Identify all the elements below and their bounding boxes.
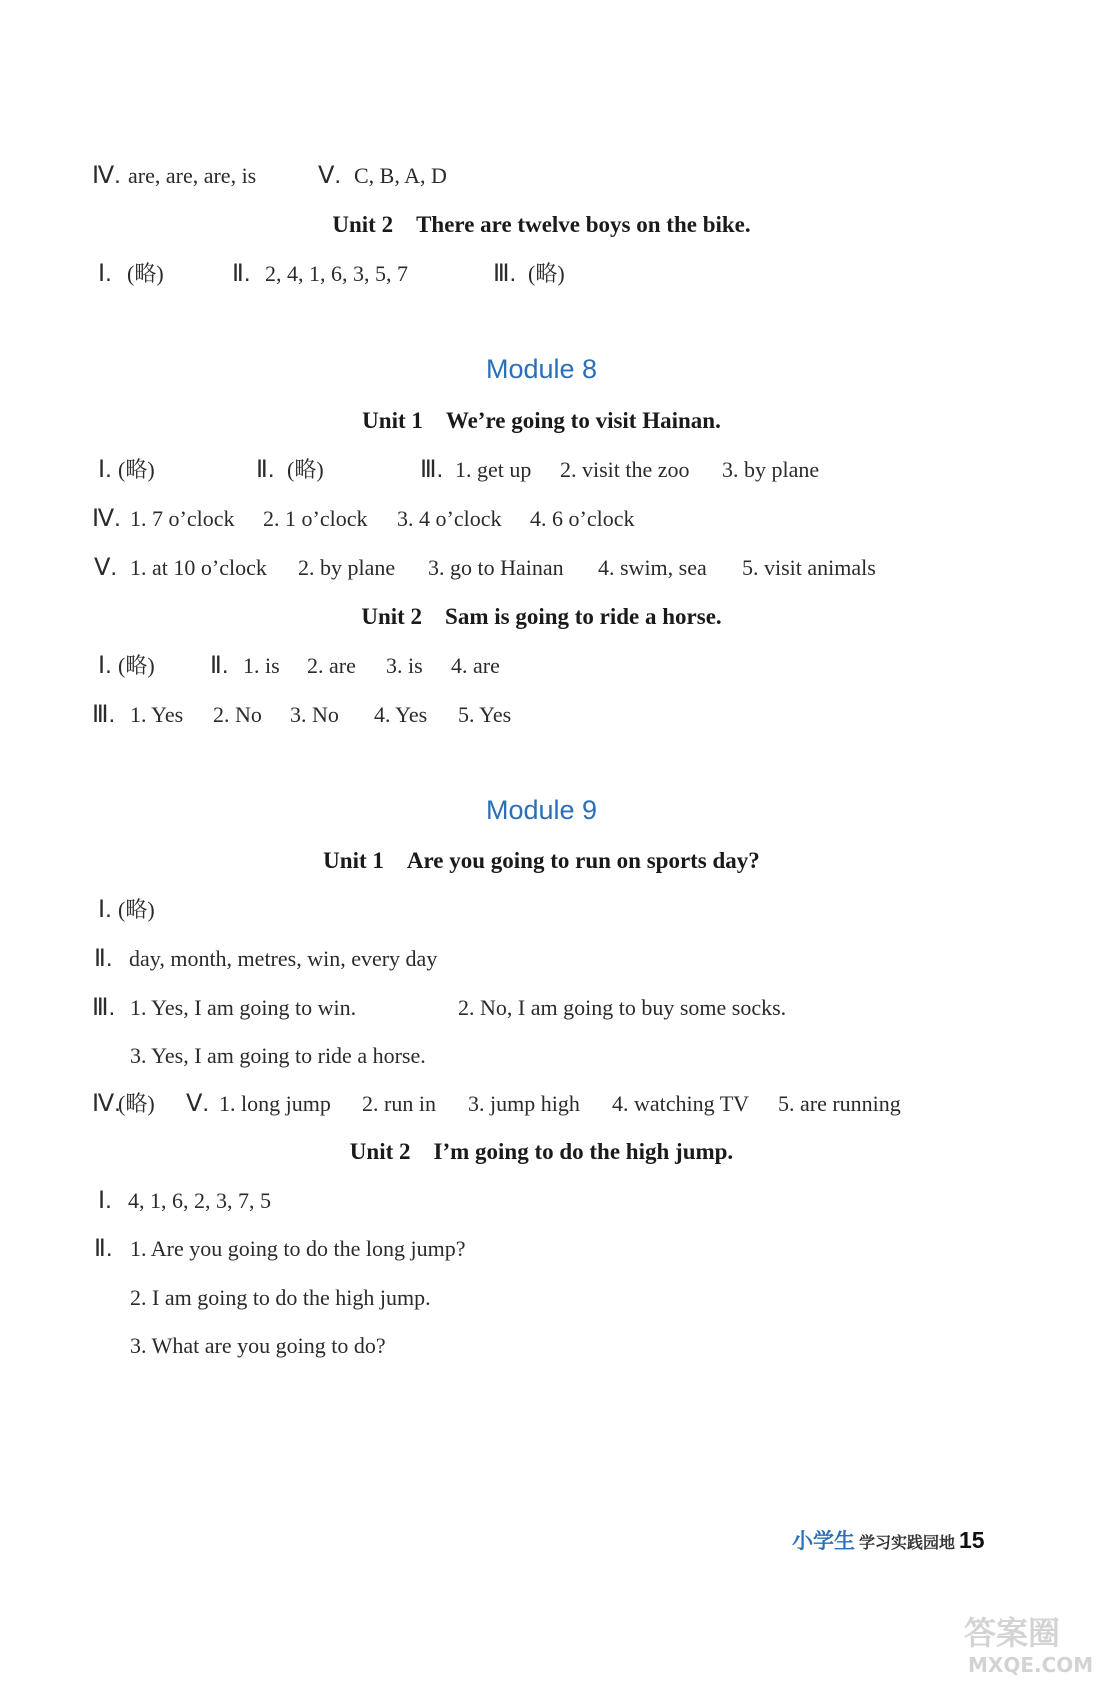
answer-text: 2, 4, 1, 6, 3, 5, 7 [265,261,408,286]
answer-text: 4. are [451,653,500,678]
answer-text: 2. 1 o’clock [263,506,368,531]
answer-text: 1. Yes [130,702,184,727]
roman-label: Ⅱ. [232,260,251,287]
roman-label: Ⅲ. [92,701,116,728]
answer-text: 2. by plane [298,555,396,580]
answer-text: 1. is [243,653,280,678]
answer-text: 3. Yes, I am going to ride a horse. [130,1043,426,1068]
answer-text: 2. I am going to do the high jump. [130,1285,431,1310]
svg-text:答案圈: 答案圈 [964,1614,1061,1652]
answer-text: 3. What are you going to do? [130,1333,386,1358]
roman-label: Ⅴ. [94,554,118,581]
roman-label: Ⅳ. [92,1090,121,1117]
brand-subtitle: 学习实践园地 [859,1535,956,1552]
answer-text: 5. Yes [458,702,512,727]
answer-text: 4. Yes [374,702,428,727]
roman-label: Ⅲ. [420,456,444,483]
unit-title: Unit 2 I’m going to do the high jump. [349,1139,734,1164]
answer-text: 5. are running [778,1091,901,1116]
page-number: 15 [959,1527,985,1553]
answer-text: 4. swim, sea [598,555,707,580]
roman-label: Ⅱ. [210,652,229,679]
answer-text: (略) [118,897,155,922]
roman-label: Ⅰ. [98,896,112,923]
answer-text: 1. Are you going to do the long jump? [130,1236,466,1261]
answer-text: 1. long jump [219,1091,331,1116]
answer-text: 4. watching TV [612,1091,750,1116]
roman-label: Ⅱ. [256,456,275,483]
module-title: Module 8 [485,354,598,384]
page-footer [792,1525,985,1555]
answer-text: 3. No [290,702,339,727]
answer-text: 3. 4 o’clock [397,506,502,531]
watermark-logo [960,1610,1110,1680]
answer-text: C, B, A, D [354,163,447,188]
roman-label: Ⅲ. [493,260,517,287]
roman-label: Ⅳ. [92,505,121,532]
answer-text: 1. at 10 o’clock [130,555,267,580]
answer-text: (略) [127,261,164,286]
roman-label: Ⅰ. [98,652,112,679]
answer-text: 3. is [386,653,423,678]
roman-label: Ⅲ. [92,994,116,1021]
answer-text: 2. are [307,653,356,678]
module-title: Module 9 [485,795,598,825]
brand-name: 小学生 [792,1530,855,1553]
unit-title: Unit 1 We’re going to visit Hainan. [362,408,721,433]
answer-text: 5. visit animals [742,555,876,580]
roman-label: Ⅰ. [98,1187,112,1214]
answer-text: (略) [118,457,155,482]
answer-text: 1. Yes, I am going to win. [130,995,357,1020]
roman-label: Ⅳ. [92,162,121,189]
answer-text: 2. No [213,702,262,727]
answer-text: 3. jump high [468,1091,580,1116]
answer-text: 4. 6 o’clock [530,506,635,531]
answer-text: 4, 1, 6, 2, 3, 7, 5 [128,1188,271,1213]
answer-text: 1. get up [455,457,532,482]
unit-title: Unit 2 Sam is going to ride a horse. [361,604,722,629]
answer-text: (略) [287,457,324,482]
roman-label: Ⅱ. [94,945,113,972]
answer-text: (略) [118,1091,155,1116]
answer-text: (略) [528,261,565,286]
roman-label: Ⅱ. [94,1235,113,1262]
answer-text: 2. No, I am going to buy some socks. [458,995,787,1020]
roman-label: Ⅴ. [186,1090,210,1117]
unit-title: Unit 2 There are twelve boys on the bike. [332,212,751,237]
answer-text: day, month, metres, win, every day [129,946,438,971]
roman-label: Ⅴ. [318,162,342,189]
roman-label: Ⅰ. [98,260,112,287]
answer-text: 3. by plane [722,457,820,482]
answer-text: are, are, are, is [128,163,257,188]
answer-text: 1. 7 o’clock [130,506,235,531]
roman-label: Ⅰ. [98,456,112,483]
answer-text: 2. visit the zoo [560,457,690,482]
answer-text: 3. go to Hainan [428,555,564,580]
svg-text:MXQE.COM: MXQE.COM [968,1653,1094,1677]
answer-text: (略) [118,653,155,678]
answer-text: 2. run in [362,1091,436,1116]
unit-title: Unit 1 Are you going to run on sports day? [323,848,760,873]
